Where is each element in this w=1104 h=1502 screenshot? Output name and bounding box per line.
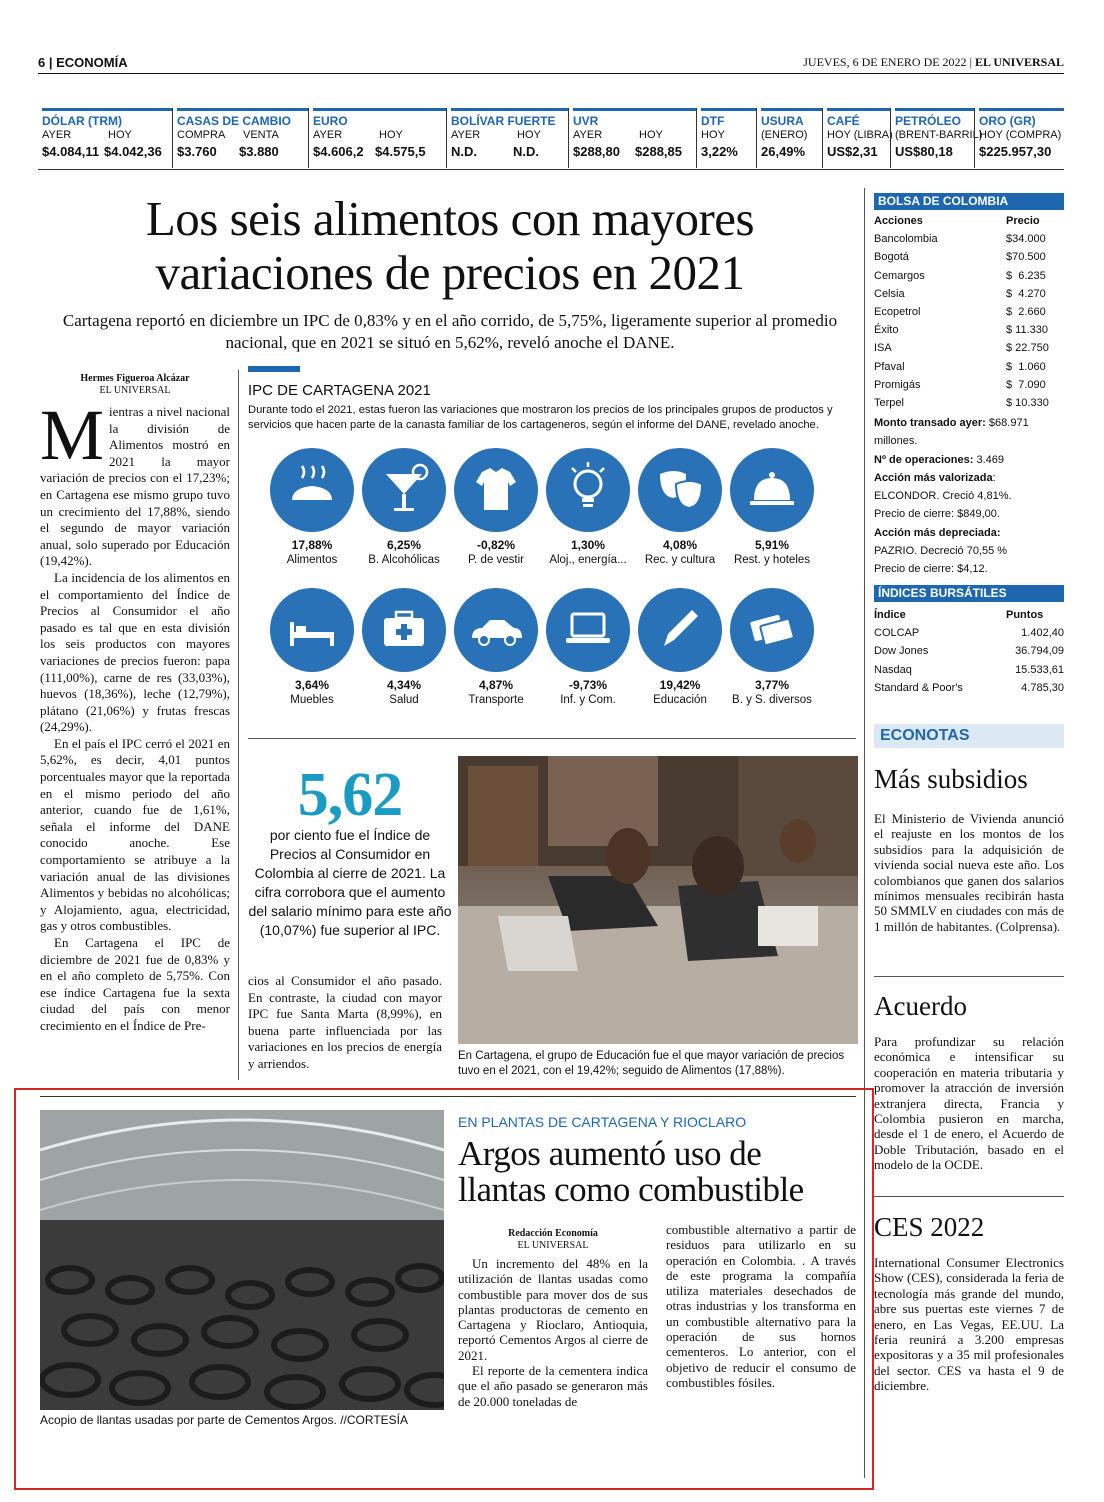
market-label: HOY (COMPRA) [979,129,1062,141]
depreciada-line-1: PAZRIO. Decreció 70,55 % [874,545,1008,558]
ipc-circle [362,588,446,672]
market-item [308,108,446,168]
page-folio: 6 | ECONOMÍA [38,55,128,70]
row-name: Bancolombia [874,233,938,246]
ipc-label: P. de vestir [467,554,525,566]
ipc-circle [546,448,630,532]
market-values [42,143,172,161]
market-item [890,108,983,168]
market-label: HOY [379,129,403,141]
classroom-photo [458,756,858,1044]
ipc-value: -9,73% [568,678,608,692]
table-row [874,642,1064,660]
table-row [874,248,1064,266]
indices-table [874,606,1064,697]
market-label: (BRENT-BARRIL) [895,129,983,141]
ipc-label: Aloj., energía... [549,554,627,566]
market-label: HOY (LIBRA) [827,129,893,141]
argos-column-2 [666,1222,856,1390]
table-row [874,321,1064,339]
market-label: AYER [451,129,481,141]
argos-headline-line-1: Argos aumentó uso de [458,1134,762,1173]
market-value: 26,49% [761,144,806,159]
row-value: $ 7.090 [1006,378,1046,391]
table-row [874,394,1064,412]
ipc-circle [454,448,538,532]
row-name: Cemargos [874,269,925,282]
bread-icon [270,448,354,532]
argos-paragraph-1: Un incremento del 48% en la utilización de llantas usadas como combustible para mover dos de sus plantas productoras de cemento en Cartagena y Rioclaro, Antioquia, reportó Cementos Argos al cierre de 2021. [458,1256,648,1363]
ipc-label: B. y S. diversos [732,694,812,706]
note-2-text: Para profundizar su relación económica e intensificar su cooperación en materia tributaria y promover la atracción de inversión extranjera directa, Francia y Colombia pusieron en marcha, desde el 1 de enero, el Acuerdo de Doble Tributación, basado en el modelo de la OCDE. [874,1034,1064,1173]
ipc-value: -0,82% [476,538,516,552]
ipc-circle [730,448,814,532]
ipc-circle [638,448,722,532]
tires-caption [40,1413,450,1427]
market-value: $4.606,2 [313,144,364,159]
row-name: Éxito [874,324,899,337]
row-value: $ 4.270 [1006,287,1046,300]
ipc-circle [546,588,630,672]
ipc-circle [730,588,814,672]
market-labels [761,128,822,143]
bolsa-rows [874,230,1064,412]
market-value: $4.084,11 [42,144,100,159]
first-aid-kit-icon [362,588,446,672]
market-item [38,108,172,168]
market-item [974,108,1064,168]
row-value: $ 10.330 [1006,396,1049,409]
depreciada-line-2: Precio de cierre: $4,12. [874,563,988,576]
argos-paragraph-2: El reporte de la cementera indica que el año pasado se generaron más de 20.000 toneladas de [458,1363,648,1409]
market-values [701,143,756,161]
row-name: ISA [874,342,892,355]
market-indicators [38,108,1064,170]
bolsa-col-precio: Precio [1006,215,1040,227]
bolsa-header-row [874,212,1064,230]
note-1-text: El Ministerio de Vivienda anunció el reajuste en los montos de los subsidios para la adquisición de vivienda social nueva este año. Los colombianos que ganen dos salarios mínimos mensuales recibirán hasta 50 SMMLV en ciudades con más de 1 millón de habitantes. (Colprensa). [874,811,1064,934]
market-value: $3.880 [239,144,279,159]
argos-byline [458,1228,648,1252]
photo-caption: En Cartagena, el grupo de Educación fue el que mayor variación de precios tuvo en el 2021, con el 19,42%; seguido de Alimentos (17,88%). [458,1050,845,1077]
market-value: $3.760 [177,144,217,159]
row-name: Terpel [874,396,904,409]
market-labels [701,128,756,143]
ipc-value: 3,77% [754,678,790,692]
main-headline [40,192,860,300]
row-value: $ 6.235 [1006,269,1046,282]
table-row [874,230,1064,248]
market-value: $225.957,30 [979,144,1052,159]
row-name: Pfaval [874,360,905,373]
argos-kicker: EN PLANTAS DE CARTAGENA Y RIOCLARO [458,1114,747,1130]
row-name: Dow Jones [874,645,929,658]
row-value: $70.500 [1006,251,1046,264]
ipc-value: 4,87% [478,678,514,692]
section-divider [248,738,856,739]
argos-paragraph-3: combustible alternativo a partir de residuos para utilizarlo en su operación en Colombia. . A través de este programa la compañía utiliza materiales desechados de otras industrias y los transforma en un combustible alternativo para la operación de sus hornos cementeros. Lo anterior, con el objetivo de reducir el consumo de combustibles fósiles. [666,1222,856,1390]
ipc-value: 1,30% [570,538,606,552]
row-value: 36.794,09 [1015,645,1064,658]
market-labels [177,128,308,143]
row-value: $ 2.660 [1006,305,1046,318]
page-number: 6 [38,55,46,70]
header-rule [38,73,1064,74]
bolsa-summary: Monto transado ayer: $68.971 millones. Nº de operaciones: 3.469 Acción más valorizada: ELCONDOR. Creció 4,81%. Precio de cierre: $849,00. Acción más depreciada: PAZRIO. Decreció 70,55 % Precio de cierre: $4,12. [874,414,1064,579]
paragraph-3: En el país el IPC cerró el 2021 en 5,62%, es decir, 4,01 puntos porcentuales mayor que la reportada en el mismo periodo del año anterior, cuando fue de 1,61%, señala el informe del DANE conocido anoche. Ese comportamiento se atribuye a la variación anual de las divisiones Alimentos y bebidas no alcohólicas; y Alojamiento, agua, electricidad, gas y otros combustibles. [40,735,230,934]
row-value: $ 22.750 [1006,342,1049,355]
row-name: Promigás [874,378,921,391]
row-name: COLCAP [874,627,920,640]
market-value: N.D. [513,144,539,159]
indices-title: ÍNDICES BURSÁTILES [874,585,1064,602]
ipc-label: Rest. y hoteles [733,554,811,566]
highlight-text: por ciento fue el Índice de Precios al Consumidor en Colombia al cierre de 2021. La cifra corrobora que el aumento del salario mínimo para este año (10,07%) fue superior al IPC. [248,827,452,938]
table-row [874,624,1064,642]
valorizada-line-1: ELCONDOR. Creció 4,81%. [874,490,1012,503]
note-3-text: International Consumer Electronics Show (CES), considerada la feria de tecnología más grande del mundo, abre sus puertas este viernes 7 de enero, en Las Vegas, EE.UU. La feria reunirá a 3.200 empresas expositoras y a 35 mil profesionales del sector. CES va hasta el 9 de diciembre. [874,1255,1064,1394]
market-title: DTF [701,108,756,128]
market-title: UVR [573,108,696,128]
row-name: Nasdaq [874,663,912,676]
highlight-number: 5,62 [297,761,403,829]
market-label: HOY [639,129,663,141]
article-deck: Cartagena reportó en diciembre un IPC de 0,83% y en el año corrido, de 5,75%, ligeramente superior al promedio nacional, que en 2021 se situó en 5,62%, reveló anoche el DANE. [62,311,838,352]
row-value: 1.402,40 [1021,627,1064,640]
market-item [822,108,893,168]
market-title: PETRÓLEO [895,108,974,128]
market-value: $288,80 [573,144,620,159]
tires-photo [40,1110,444,1410]
monto-value: $68.971 millones. [874,417,1029,448]
theater-masks-icon [638,448,722,532]
row-value: $ 1.060 [1006,360,1046,373]
table-row [874,303,1064,321]
monto-label: Monto transado ayer: [874,417,986,429]
market-label: HOY [517,129,541,141]
headline-line-1: Los seis alimentos con mayores [145,191,755,246]
market-label: HOY [108,129,132,141]
market-label: AYER [313,129,343,141]
row-value: $ 11.330 [1006,324,1049,337]
valorizada-line-2: Precio de cierre: $849,00. [874,508,1000,521]
lightbulb-icon [546,448,630,532]
issue-date: JUEVES, 6 DE ENERO DE 2022 [803,55,967,69]
market-label: COMPRA [177,129,226,141]
market-item [568,108,696,168]
market-title: EURO [313,108,446,128]
dropcap: M [40,395,105,475]
table-row [874,679,1064,697]
laptop-icon [546,588,630,672]
market-label: AYER [42,129,72,141]
dateline: JUEVES, 6 DE ENERO DE 2022 | EL UNIVERSAL [803,55,1064,69]
paragraph-1: ientras a nivel nacional la división de Alimentos mostró en 2021 la mayor variación de precios con el 17,23%; en Cartagena ese mismo grupo tuvo un crecimiento del 17,88%, siendo el segundo de mayor variación anual, solo superado por Educación (19,42%). [40,404,230,569]
ipc-value: 17,88% [291,538,333,552]
ipc-description: Durante todo el 2021, estas fueron las variaciones que mostraron los precios de los principales grupos de productos y servicios que hacen parte de la canasta familiar de los cartageneros, según el informe del DANE, revelado anoche. [248,404,833,431]
byline [40,373,230,397]
argos-headline-line-2: llantas como combustible [458,1170,804,1209]
row-value: 15.533,61 [1015,663,1064,676]
photo-credit: //CORTESÍA [340,1413,408,1427]
market-labels [573,128,696,143]
note-2-head: Acuerdo [874,991,967,1021]
note-1-head: Más subsidios [874,764,1028,794]
ipc-title: IPC DE CARTAGENA 2021 [248,382,431,399]
market-label: (ENERO) [761,129,808,141]
market-label: AYER [573,129,603,141]
ipc-label: Transporte [468,694,524,706]
article-column-1 [40,395,230,1035]
cloche-icon [730,448,814,532]
valorizada-label: Acción más valorizada [874,471,993,484]
ipc-label: Educación [653,694,707,706]
table-row [874,661,1064,679]
market-title: USURA [761,108,822,128]
column-divider [238,370,239,1080]
econotas-title: ECONOTAS [874,724,1064,748]
ipc-value: 4,34% [386,678,422,692]
market-value: US$2,31 [827,144,878,159]
table-row [874,267,1064,285]
ipc-label: Salud [389,694,419,706]
market-label: HOY [701,129,725,141]
ops-label: Nº de operaciones: [874,453,974,466]
table-row [874,339,1064,357]
note-divider-2 [874,1196,1064,1197]
ops-value: 3.469 [976,453,1004,466]
row-name: Bogotá [874,251,909,264]
tshirt-icon [454,448,538,532]
row-value: 4.785,30 [1021,681,1064,694]
argos-column-1 [458,1256,648,1409]
indices-col-puntos: Puntos [1006,609,1044,621]
table-row [874,358,1064,376]
market-item [172,108,308,168]
ipc-circle [362,448,446,532]
classroom-illustration [458,756,858,1044]
side-column-divider [864,188,865,1478]
market-value: $4.042,36 [104,144,162,159]
table-row [874,376,1064,394]
car-icon [454,588,538,672]
market-value: $4.575,5 [375,144,426,159]
paragraph-2: La incidencia de los alimentos en el comportamiento del Índice de Precios al Consumidor el año pasado es tal que en esta división los seis productos con mayores variaciones de precios fueron: papa (111,00%), carne de res (33,03%), huevos (18,36%), leche (12,79%), plátano (21,06%) y frutas frescas (24,29%). [40,569,230,735]
market-title: BOLÍVAR FUERTE [451,108,568,128]
author-outlet: EL UNIVERSAL [99,385,171,396]
market-labels [313,128,446,143]
row-name: Celsia [874,287,905,300]
ipc-value: 3,64% [294,678,330,692]
market-values [761,143,822,161]
tires-caption-text: Acopio de llantas usadas por parte de Cementos Argos. [40,1413,337,1427]
author-name: Hermes Figueroa Alcázar [80,373,190,384]
market-value: US$80,18 [895,144,953,159]
ipc-accent-bar [248,366,300,372]
market-item [446,108,568,168]
market-values [451,143,568,161]
bed-icon [270,588,354,672]
pencil-icon [638,588,722,672]
market-title: CASAS DE CAMBIO [177,108,308,128]
paper-name: EL UNIVERSAL [974,55,1064,69]
row-name: Ecopetrol [874,305,921,318]
market-labels [895,128,983,143]
market-value: $288,85 [635,144,682,159]
bolsa-col-acciones: Acciones [874,215,923,227]
cards-icon [730,588,814,672]
market-value: N.D. [451,144,477,159]
tires-illustration [40,1110,444,1410]
market-value: 3,22% [701,144,738,159]
row-name: Standard & Poor's [874,681,963,694]
ipc-value: 5,91% [754,538,790,552]
argos-author: Redacción Economía [508,1228,598,1239]
article-column-2 [248,973,442,1073]
market-title: DÓLAR (TRM) [42,108,172,128]
headline-line-2: variaciones de precios en 2021 [155,245,745,300]
indices-col-indice: Índice [874,609,906,621]
ipc-label: Inf. y Com. [560,694,616,706]
argos-outlet: EL UNIVERSAL [517,1240,589,1251]
market-values [313,143,446,161]
section-name: ECONOMÍA [56,55,128,70]
depreciada-label: Acción más depreciada: [874,526,1001,539]
ipc-circle [454,588,538,672]
ipc-circle [270,448,354,532]
market-values [573,143,696,161]
market-label: VENTA [243,129,279,141]
paragraph-4: En Cartagena el IPC de diciembre de 2021 fue de 0,83% y en el año completo de 5,75%. Con ese índice Cartagena fue la sexta ciudad del país con menor crecimiento en el Índice de Pre- [40,935,230,1033]
bolsa-title: BOLSA DE COLOMBIA [874,193,1064,210]
market-labels [827,128,893,143]
note-3-head: CES 2022 [874,1212,985,1242]
ipc-circle [638,588,722,672]
cocktail-icon [362,448,446,532]
market-item [756,108,822,168]
ipc-label: Rec. y cultura [644,554,716,566]
ipc-circle [270,588,354,672]
table-row [874,285,1064,303]
market-values [979,143,1064,161]
ipc-label: Alimentos [286,554,338,566]
market-labels [979,128,1064,143]
market-item [696,108,756,168]
note-divider-1 [874,976,1064,977]
argos-headline [458,1136,858,1208]
indices-header-row [874,606,1064,624]
ipc-value: 4,08% [662,538,698,552]
indices-rows [874,624,1064,697]
paragraph-5: cios al Consumidor el año pasado. En contraste, la ciudad con mayor IPC fue Santa Marta (8,99%), en buena parte influenciada por las variaciones en los precios de energía y arriendos. [248,973,442,1071]
ipc-label: B. Alcohólicas [368,554,440,566]
market-title: CAFÉ [827,108,890,128]
market-title: ORO (GR) [979,108,1064,128]
market-values [827,143,890,161]
market-values [177,143,308,161]
ipc-value: 19,42% [659,678,701,692]
ipc-value: 6,25% [386,538,422,552]
market-values [895,143,974,161]
bolsa-table [874,212,1064,412]
row-value: $34.000 [1006,233,1046,246]
ipc-label: Muebles [290,694,334,706]
